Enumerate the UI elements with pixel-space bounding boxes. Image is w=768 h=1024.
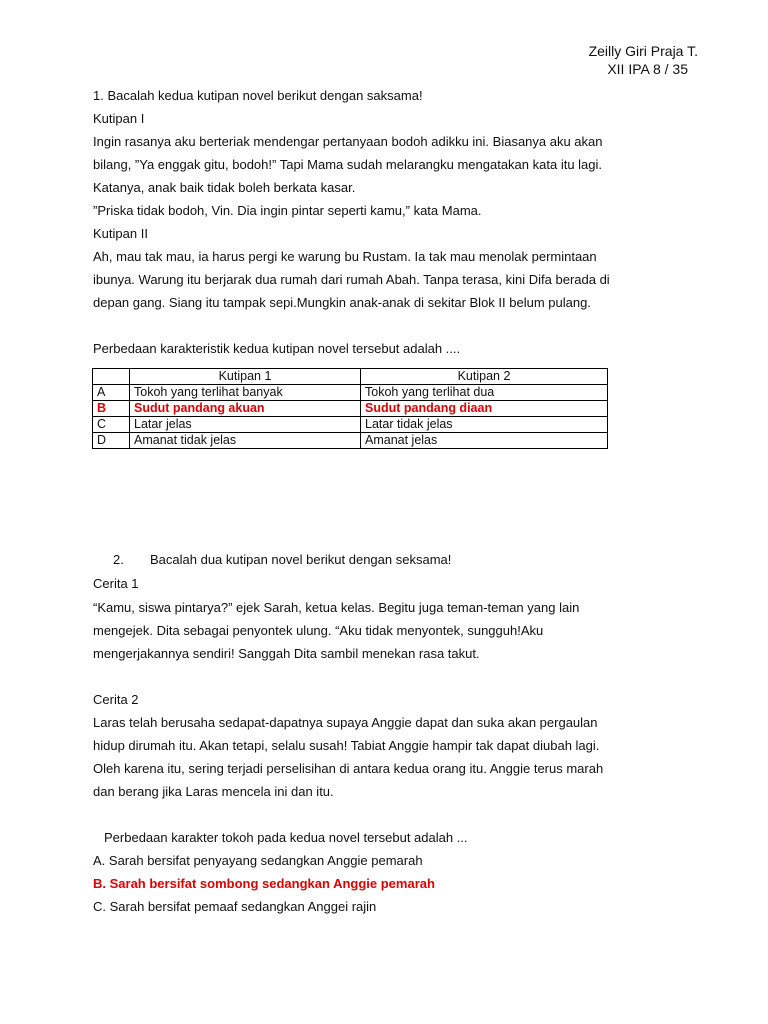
q1-excerpt1-line: Ingin rasanya aku berteriak mendengar pertanyaan bodoh adikku ini. Biasanya aku akan: [93, 134, 603, 149]
q1-answer-table: [92, 368, 608, 449]
table-cell-option: A: [93, 385, 130, 401]
table-cell-option: D: [93, 433, 130, 449]
table-cell-kutipan1: Amanat tidak jelas: [130, 433, 361, 449]
q1-excerpt2-line: ibunya. Warung itu berjarak dua rumah dari rumah Abah. Tanpa terasa, kini Difa berada di: [93, 272, 610, 287]
table-header-kutipan1: Kutipan 1: [130, 369, 361, 385]
table-cell-kutipan1: Latar jelas: [130, 417, 361, 433]
q2-story1-line: mengejek. Dita sebagai penyontek ulung. “Aku tidak menyontek, sungguh!Aku: [93, 623, 544, 638]
table-row: [93, 385, 608, 401]
table-cell-option: C: [93, 417, 130, 433]
q2-story2-line: Laras telah berusaha sedapat-dapatnya supaya Anggie dapat dan suka akan pergaulan: [93, 715, 598, 730]
table-cell-kutipan1: Tokoh yang terlihat banyak: [130, 385, 361, 401]
table-header-kutipan2: Kutipan 2: [361, 369, 608, 385]
q2-option-c: C. Sarah bersifat pemaaf sedangkan Anggei rajin: [93, 899, 377, 914]
student-class: XII IPA 8 / 35: [607, 61, 688, 77]
table-cell-kutipan1: Sudut pandang akuan: [130, 401, 361, 417]
table-cell-kutipan2: Latar tidak jelas: [361, 417, 608, 433]
q1-excerpt2-line: depan gang. Siang itu tampak sepi.Mungkin anak-anak di sekitar Blok II belum pulang.: [93, 295, 591, 310]
table-header-option: [93, 369, 130, 385]
table-cell-kutipan2: Sudut pandang diaan: [361, 401, 608, 417]
table-header-row: [93, 369, 608, 385]
q1-excerpt1-title: Kutipan I: [93, 111, 145, 126]
q2-option-b-correct-answer: B. Sarah bersifat sombong sedangkan Anggie pemarah: [93, 876, 435, 891]
q1-excerpt1-line: bilang, ”Ya enggak gitu, bodoh!” Tapi Mama sudah melarangku mengatakan kata itu lagi.: [93, 157, 603, 172]
q2-story2-title: Cerita 2: [93, 692, 139, 707]
q2-story1-title: Cerita 1: [93, 576, 139, 591]
table-row-correct-answer: [93, 401, 608, 417]
q2-story2-line: hidup dirumah itu. Akan tetapi, selalu susah! Tabiat Anggie hampir tak dapat diubah lagi.: [93, 738, 600, 753]
q2-number: 2.: [113, 552, 124, 567]
q1-prompt: 1. Bacalah kedua kutipan novel berikut dengan saksama!: [93, 88, 423, 103]
q2-option-a: A. Sarah bersifat penyayang sedangkan Anggie pemarah: [93, 853, 423, 868]
q1-question: Perbedaan karakteristik kedua kutipan novel tersebut adalah ....: [93, 341, 461, 356]
q2-prompt: Bacalah dua kutipan novel berikut dengan seksama!: [150, 552, 452, 567]
q1-excerpt1-line: Katanya, anak baik tidak boleh berkata kasar.: [93, 180, 356, 195]
q2-story2-line: dan berang jika Laras mencela ini dan itu.: [93, 784, 334, 799]
table-row: [93, 417, 608, 433]
q1-excerpt2-line: Ah, mau tak mau, ia harus pergi ke warung bu Rustam. Ia tak mau menolak permintaan: [93, 249, 597, 264]
q2-story1-line: mengerjakannya sendiri! Sanggah Dita sambil menekan rasa takut.: [93, 646, 480, 661]
q1-excerpt2-title: Kutipan II: [93, 226, 148, 241]
table-cell-option: B: [93, 401, 130, 417]
table-row: [93, 433, 608, 449]
q2-story2-line: Oleh karena itu, sering terjadi perselisihan di antara kedua orang itu. Anggie terus marah: [93, 761, 604, 776]
student-header: [589, 42, 698, 78]
q1-excerpt1-line: ”Priska tidak bodoh, Vin. Dia ingin pintar seperti kamu,” kata Mama.: [93, 203, 482, 218]
table-cell-kutipan2: Amanat jelas: [361, 433, 608, 449]
q2-question: Perbedaan karakter tokoh pada kedua novel tersebut adalah ...: [104, 830, 468, 845]
q2-story1-line: “Kamu, siswa pintarya?” ejek Sarah, ketua kelas. Begitu juga teman-teman yang lain: [93, 600, 580, 615]
table-cell-kutipan2: Tokoh yang terlihat dua: [361, 385, 608, 401]
student-name: Zeilly Giri Praja T.: [588, 43, 698, 59]
